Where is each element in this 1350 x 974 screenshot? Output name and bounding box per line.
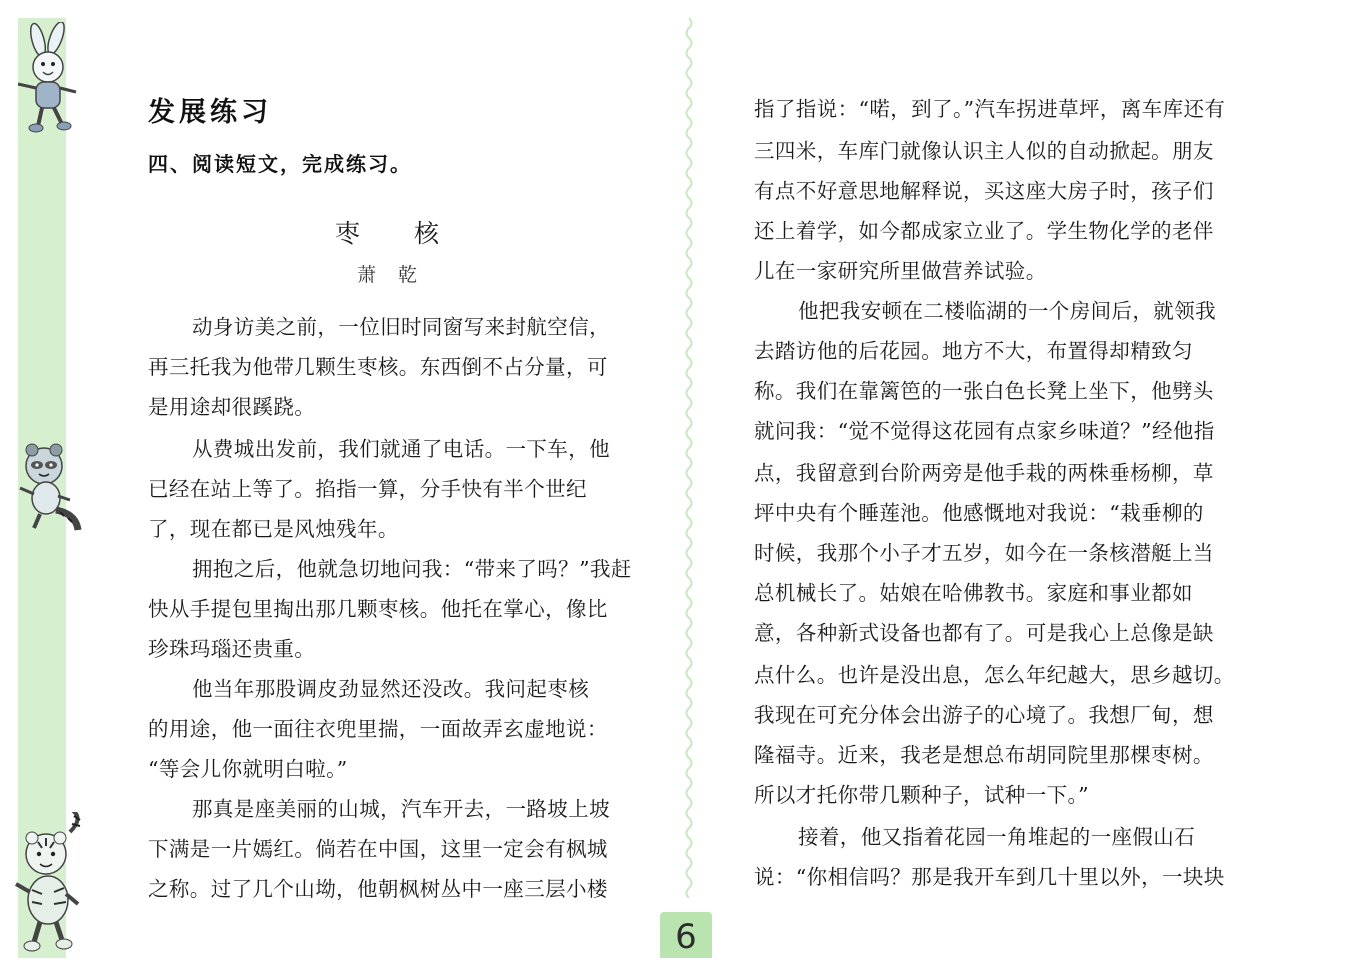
- right-text-line: 说：“你相信吗？那是我开车到几十里以外，一块块: [754, 865, 1225, 889]
- article-title: [148, 214, 628, 250]
- left-text-line: 拥抱之后，他就急切地问我：“带来了吗？”我赶: [192, 557, 632, 581]
- page-gutter-divider: [683, 18, 695, 898]
- right-text-line: 总机械长了。姑娘在哈佛教书。家庭和事业都如: [754, 581, 1193, 605]
- right-text-line: 隆福寺。近来，我老是想总布胡同院里那棵枣树。: [754, 743, 1214, 767]
- article-author-char: 乾: [398, 264, 420, 286]
- left-text-line: 的用途，他一面往衣兜里揣，一面故弄玄虚地说：: [148, 717, 608, 741]
- left-text-line: 那真是座美丽的山城，汽车开去，一路坡上坡: [192, 797, 610, 821]
- right-text-line: 意，各种新式设备也都有了。可是我心上总像是缺: [754, 621, 1214, 645]
- left-text-line: 再三托我为他带几颗生枣核。东西倒不占分量，可: [148, 355, 608, 379]
- left-text-line: “等会儿你就明白啦。”: [148, 757, 348, 781]
- raccoon-cartoon-icon: [12, 438, 88, 534]
- right-text-line: 去踏访他的后花园。地方不大，布置得却精致匀: [754, 339, 1193, 363]
- right-text-line: 他把我安顿在二楼临湖的一个房间后，就领我: [798, 299, 1216, 323]
- left-text-line: 珍珠玛瑙还贵重。: [148, 637, 316, 661]
- exercise-instruction: 四、阅读短文，完成练习。: [148, 152, 412, 176]
- right-text-line: 点什么。也许是没出息，怎么年纪越大，思乡越切。: [754, 663, 1235, 687]
- left-text-line: 快从手提包里掏出那几颗枣核。他托在掌心，像比: [148, 597, 608, 621]
- right-text-line: 所以才托你带几颗种子，试种一下。”: [754, 783, 1090, 807]
- right-text-line: 坪中央有个睡莲池。他感慨地对我说：“栽垂柳的: [754, 501, 1204, 525]
- right-text-line: 儿在一家研究所里做营养试验。: [754, 259, 1047, 283]
- section-heading: 发展练习: [148, 97, 272, 128]
- right-text-line: 时候，我那个小子才五岁，如今在一条核潜艇上当: [754, 541, 1214, 565]
- right-text-line: 还上着学，如今都成家立业了。学生物化学的老伴: [754, 219, 1214, 243]
- right-text-line: 三四米，车库门就像认识主人似的自动掀起。朋友: [754, 139, 1214, 163]
- right-text-line: 接着，他又指着花园一角堆起的一座假山石: [798, 825, 1196, 849]
- tiger-cartoon-icon: [10, 812, 90, 962]
- page-number: 6: [660, 912, 712, 958]
- right-text-line: 有点不好意思地解释说，买这座大房子时，孩子们: [754, 179, 1214, 203]
- article-author: [148, 260, 628, 287]
- left-text-line: 已经在站上等了。掐指一算，分手快有半个世纪: [148, 477, 587, 501]
- right-text-line: 称。我们在靠篱笆的一张白色长凳上坐下，他劈头: [754, 379, 1214, 403]
- article-author-char: 萧: [356, 264, 378, 286]
- left-text-line: 他当年那股调皮劲显然还没改。我问起枣核: [192, 677, 590, 701]
- right-text-line: 点，我留意到台阶两旁是他手栽的两株垂杨柳，草: [754, 461, 1214, 485]
- left-text-line: 从费城出发前，我们就通了电话。一下车，他: [192, 437, 610, 461]
- left-text-line: 下满是一片嫣红。倘若在中国，这里一定会有枫城: [148, 837, 608, 861]
- left-text-line: 之称。过了几个山坳，他朝枫树丛中一座三层小楼: [148, 877, 608, 901]
- left-text-line: 是用途却很蹊跷。: [148, 395, 316, 419]
- article-title-char: 枣: [334, 219, 362, 248]
- left-text-line: 动身访美之前，一位旧时同窗写来封航空信，: [192, 315, 610, 339]
- right-text-line: 我现在可充分体会出游子的心境了。我想厂甸，想: [754, 703, 1214, 727]
- right-text-line: 指了指说：“喏，到了。”汽车拐进草坪，离车库还有: [754, 97, 1226, 121]
- right-text-line: 就问我：“觉不觉得这花园有点家乡味道？”经他指: [754, 419, 1215, 443]
- article-title-char: 核: [414, 219, 442, 248]
- left-text-line: 了，现在都已是风烛残年。: [148, 517, 399, 541]
- rabbit-cartoon-icon: [10, 22, 90, 134]
